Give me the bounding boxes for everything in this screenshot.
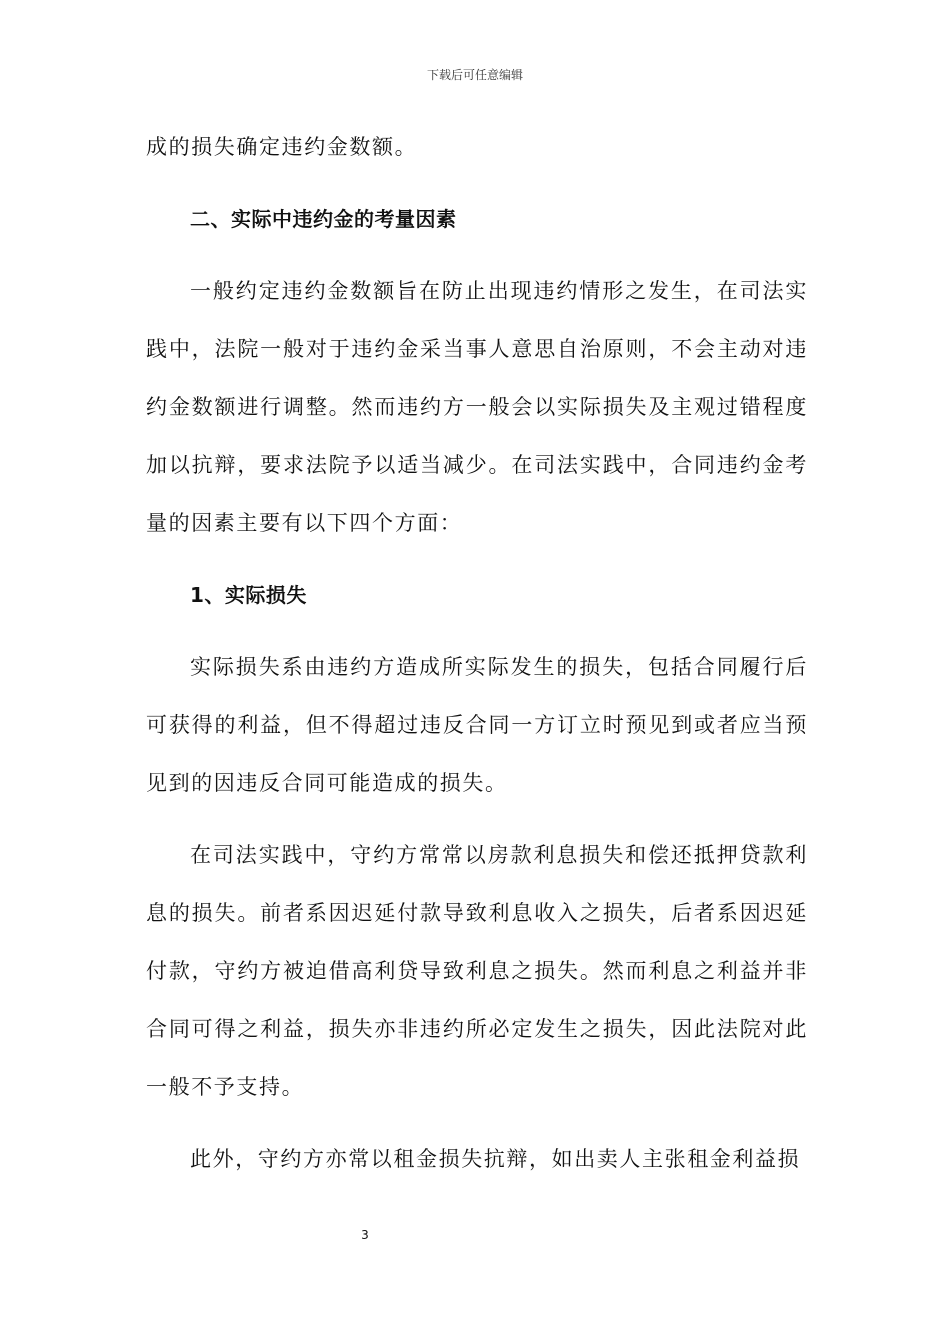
paragraph: 实际损失系由违约方造成所实际发生的损失，包括合同履行后可获得的利益，但不得超过违反合同一方订立时预见到或者应当预见到的因违反合同可能造成的损失。 — [146, 655, 808, 795]
page-header: 下载后可任意编辑 — [426, 68, 523, 82]
paragraph: 一般约定违约金数额旨在防止出现违约情形之发生，在司法实践中，法院一般对于违约金采当事人意思自治原则，不会主动对违约金数额进行调整。然而违约方一般会以实际损失及主观过错程度加以抗辩，要求法院予以适当减少。在司法实践中，合同违约金考量的因素主要有以下四个方面： — [146, 279, 808, 535]
section-heading: 二、实际中违约金的考量因素 — [190, 207, 457, 231]
document-body — [146, 118, 808, 1188]
page-number: 3 — [361, 1228, 369, 1242]
subsection-heading: 1、实际损失 — [190, 583, 307, 607]
paragraph: 此外，守约方亦常以租金损失抗辩，如出卖人主张租金利益损 — [190, 1147, 801, 1171]
paragraph: 在司法实践中，守约方常常以房款利息损失和偿还抵押贷款利息的损失。前者系因迟延付款导致利息收入之损失，后者系因迟延付款，守约方被迫借高利贷导致利息之损失。然而利息之利益并非合同可得之利益，损失亦非违约所必定发生之损失，因此法院对此一般不予支持。 — [146, 843, 808, 1099]
paragraph-continued: 成的损失确定违约金数额。 — [146, 135, 418, 159]
